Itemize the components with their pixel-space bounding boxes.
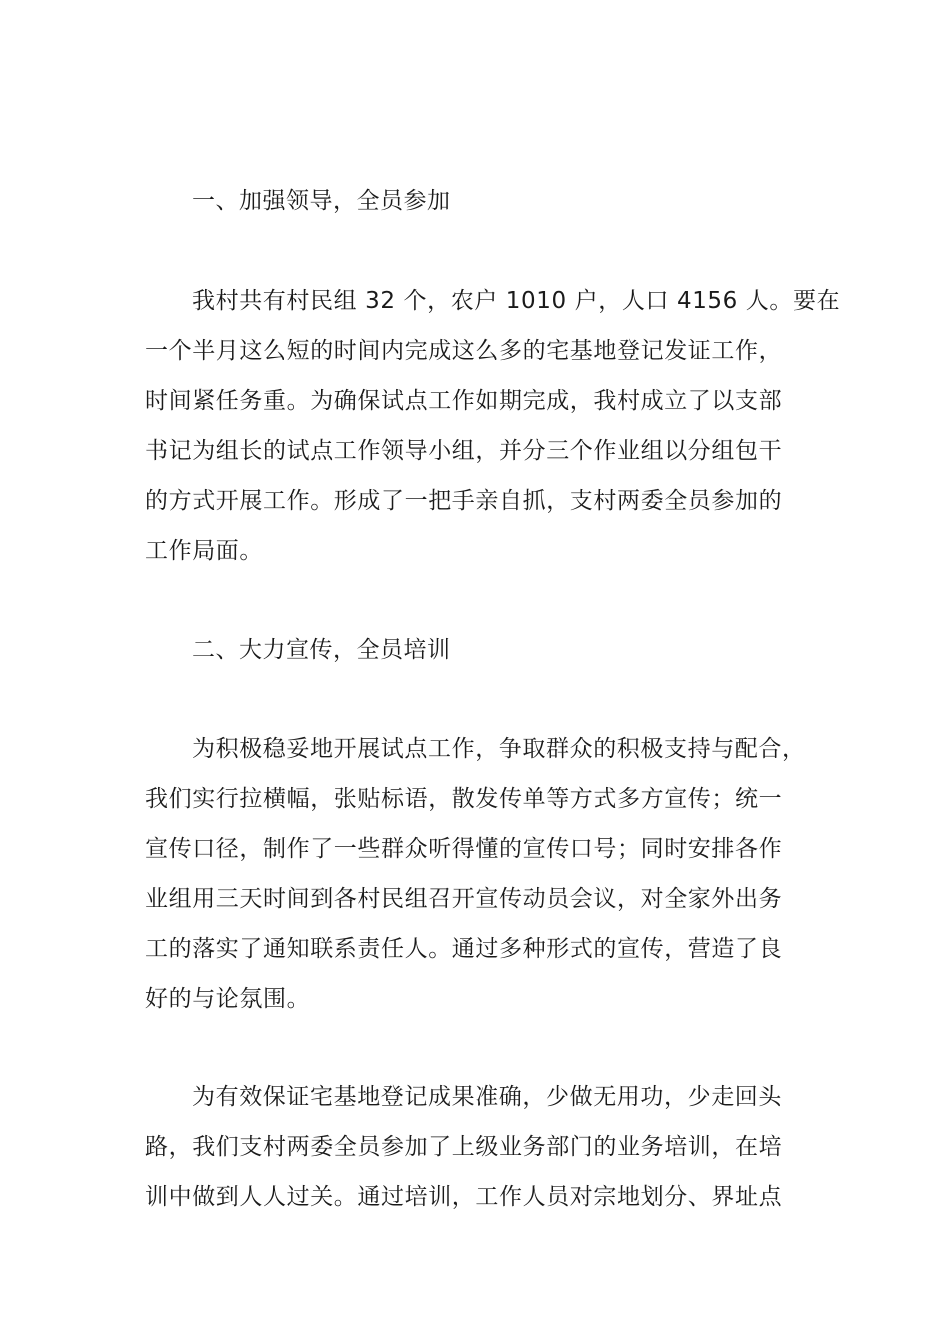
paragraph-line: 时间紧任务重。为确保试点工作如期完成，我村成立了以支部	[145, 388, 783, 414]
section-heading-2: 二、大力宣传，全员培训	[192, 637, 451, 663]
paragraph-line: 的方式开展工作。形成了一把手亲自抓，支村两委全员参加的	[145, 488, 783, 514]
paragraph-line: 业组用三天时间到各村民组召开宣传动员会议，对全家外出务	[145, 886, 783, 912]
paragraph-line: 宣传口径，制作了一些群众听得懂的宣传口号；同时安排各作	[145, 836, 783, 862]
paragraph-line: 为积极稳妥地开展试点工作，争取群众的积极支持与配合，	[192, 736, 806, 762]
paragraph-1	[145, 276, 841, 576]
paragraph-line: 工作局面。	[145, 538, 263, 564]
paragraph-line: 好的与论氛围。	[145, 986, 311, 1012]
paragraph-line: 我村共有村民组 32 个，农户 1010 户，人口 4156 人。要在	[192, 288, 841, 314]
paragraph-line: 路，我们支村两委全员参加了上级业务部门的业务培训，在培	[145, 1134, 783, 1160]
paragraph-line: 一个半月这么短的时间内完成这么多的宅基地登记发证工作，	[145, 338, 783, 364]
paragraph-line: 书记为组长的试点工作领导小组，并分三个作业组以分组包干	[145, 438, 783, 464]
paragraph-line: 我们实行拉横幅，张贴标语，散发传单等方式多方宣传；统一	[145, 786, 783, 812]
paragraph-line: 为有效保证宅基地登记成果准确，少做无用功，少走回头	[192, 1084, 782, 1110]
paragraph-3	[145, 1072, 825, 1222]
section-heading-1: 一、加强领导，全员参加	[192, 188, 451, 214]
paragraph-2	[145, 724, 825, 1024]
paragraph-line: 工的落实了通知联系责任人。通过多种形式的宣传，营造了良	[145, 936, 783, 962]
paragraph-line: 训中做到人人过关。通过培训，工作人员对宗地划分、界址点	[145, 1184, 783, 1210]
